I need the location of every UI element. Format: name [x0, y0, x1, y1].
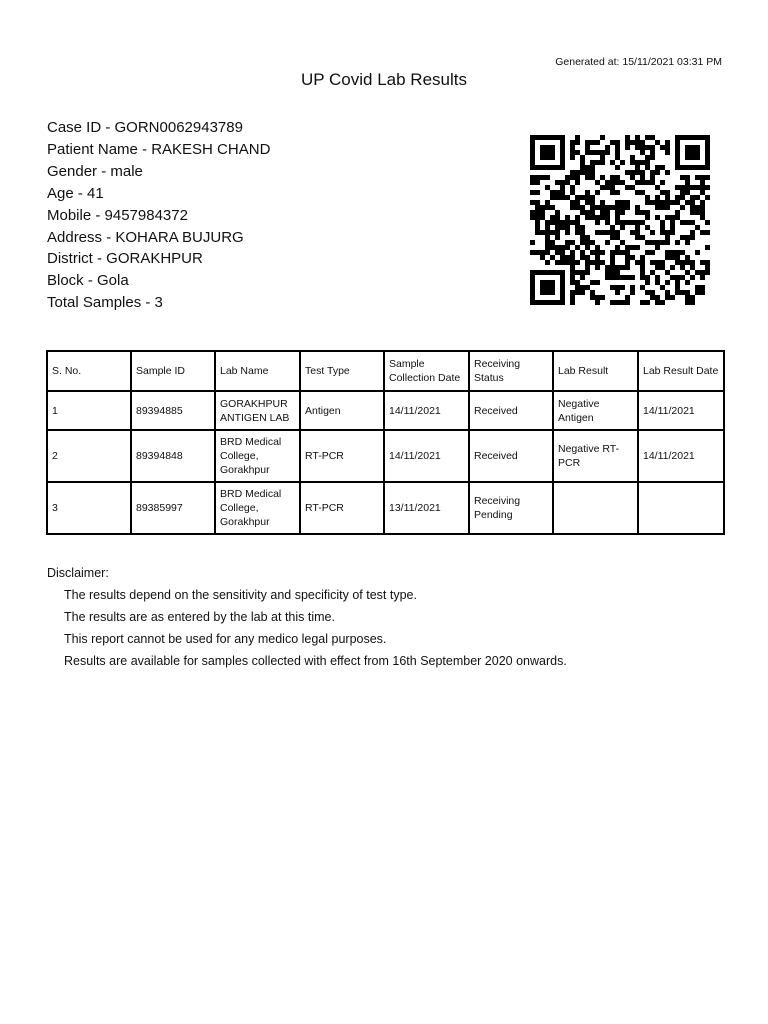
cell-sample-id: 89394885: [131, 391, 215, 430]
header-lab-result-date: Lab Result Date: [638, 351, 724, 391]
cell-collection-date: 14/11/2021: [384, 391, 469, 430]
header-sample-id: Sample ID: [131, 351, 215, 391]
cell-receiving-status: Received: [469, 391, 553, 430]
table-row: [47, 482, 724, 534]
cell-sno: 1: [47, 391, 131, 430]
qr-code-icon: [530, 135, 710, 305]
patient-info: [47, 117, 270, 314]
block: Block - Gola: [47, 272, 129, 290]
header-collection-date: Sample Collection Date: [384, 351, 469, 391]
cell-lab-result: Negative RT-PCR: [553, 430, 638, 482]
patient-name: Patient Name - RAKESH CHAND: [47, 140, 271, 158]
results-table: [46, 350, 725, 535]
disclaimer: [47, 562, 567, 672]
mobile: Mobile - 9457984372: [47, 206, 188, 224]
cell-test-type: Antigen: [300, 391, 384, 430]
case-id: Case ID - GORN0062943789: [47, 119, 243, 136]
total-samples: Total Samples - 3: [47, 294, 163, 312]
header-receiving-status: Receiving Status: [469, 351, 553, 391]
disclaimer-line: The results depend on the sensitivity and specificity of test type.: [64, 588, 417, 602]
address: Address - KOHARA BUJURG: [47, 228, 244, 246]
table-header-row: [47, 351, 724, 391]
cell-sno: 3: [47, 482, 131, 534]
table-row: [47, 430, 724, 482]
disclaimer-line: Results are available for samples collected with effect from 16th September 2020 onwards.: [64, 654, 567, 668]
cell-receiving-status: Receiving Pending: [469, 482, 553, 534]
cell-test-type: RT-PCR: [300, 430, 384, 482]
cell-lab-result-date: 14/11/2021: [638, 391, 724, 430]
cell-lab-result: Negative Antigen: [553, 391, 638, 430]
disclaimer-heading: Disclaimer:: [47, 566, 109, 580]
header-lab-name: Lab Name: [215, 351, 300, 391]
cell-lab-result-date: [638, 482, 724, 534]
cell-lab-name: BRD Medical College, Gorakhpur: [215, 430, 300, 482]
cell-collection-date: 13/11/2021: [384, 482, 469, 534]
cell-lab-result: [553, 482, 638, 534]
header-lab-result: Lab Result: [553, 351, 638, 391]
header-test-type: Test Type: [300, 351, 384, 391]
cell-sample-id: 89394848: [131, 430, 215, 482]
page-title: UP Covid Lab Results: [301, 70, 467, 89]
header-sno: S. No.: [47, 351, 131, 391]
disclaimer-line: This report cannot be used for any medico legal purposes.: [64, 632, 387, 646]
gender: Gender - male: [47, 162, 143, 180]
cell-sno: 2: [47, 430, 131, 482]
cell-receiving-status: Received: [469, 430, 553, 482]
cell-lab-result-date: 14/11/2021: [638, 430, 724, 482]
cell-lab-name: GORAKHPUR ANTIGEN LAB: [215, 391, 300, 430]
cell-lab-name: BRD Medical College, Gorakhpur: [215, 482, 300, 534]
age: Age - 41: [47, 184, 104, 202]
cell-collection-date: 14/11/2021: [384, 430, 469, 482]
disclaimer-line: The results are as entered by the lab at this time.: [64, 610, 335, 624]
district: District - GORAKHPUR: [47, 250, 203, 268]
cell-sample-id: 89385997: [131, 482, 215, 534]
generated-timestamp: Generated at: 15/11/2021 03:31 PM: [555, 56, 722, 68]
cell-test-type: RT-PCR: [300, 482, 384, 534]
table-row: [47, 391, 724, 430]
